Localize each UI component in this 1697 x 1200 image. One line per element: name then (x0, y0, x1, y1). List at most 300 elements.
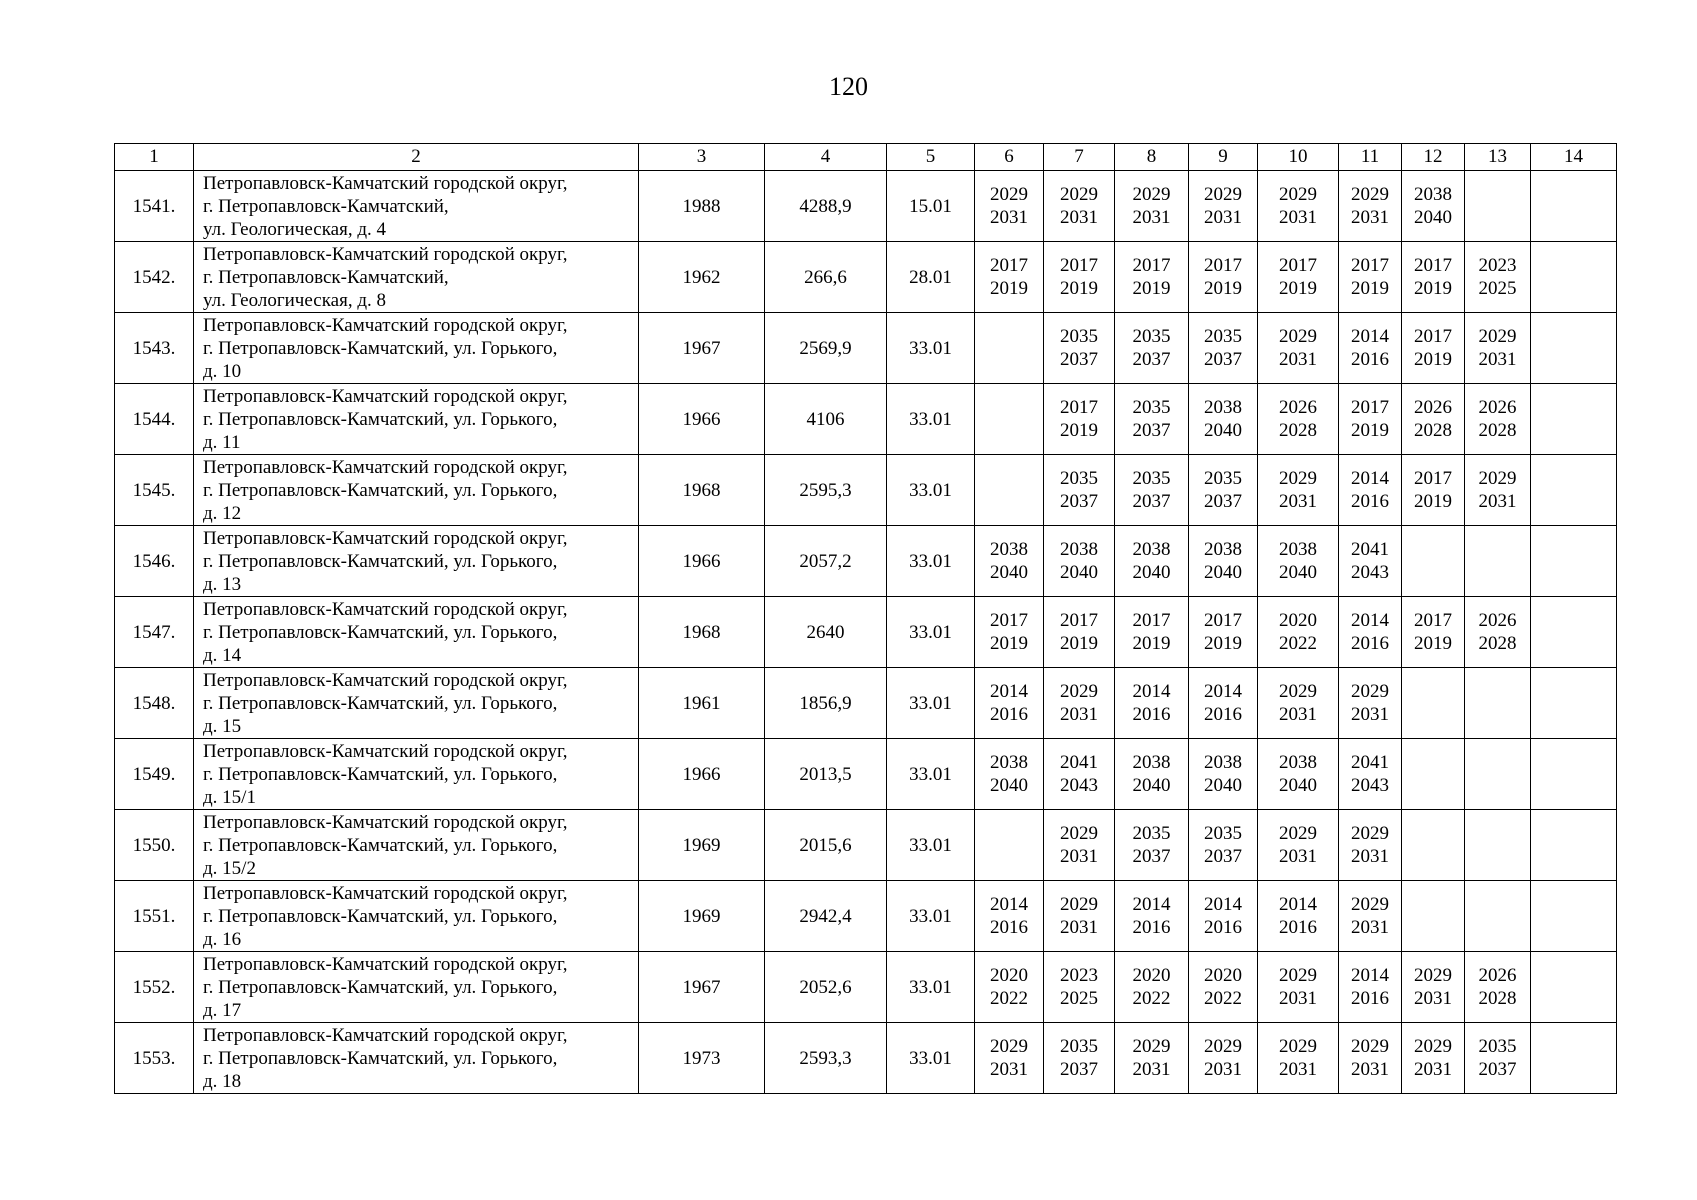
period-year: 2029 (1060, 894, 1098, 915)
row-number: 1547. (115, 597, 194, 668)
period-year: 2022 (1204, 988, 1242, 1009)
address-line: Петропавловск-Камчатский городской округ, (203, 172, 568, 194)
period-year: 2037 (1132, 491, 1171, 512)
period-year: 2029 (1060, 681, 1098, 702)
code-cell: 33.01 (887, 739, 975, 810)
period-cell (1044, 668, 1115, 739)
period-year: 2019 (990, 278, 1028, 299)
period-year: 2029 (1351, 894, 1389, 915)
period-year: 2016 (1279, 917, 1317, 938)
period-year: 2040 (1204, 420, 1242, 441)
area-cell: 2052,6 (765, 952, 887, 1023)
address-line: д. 13 (203, 573, 242, 595)
period-year: 2031 (1204, 207, 1242, 228)
period-year: 2029 (1132, 184, 1171, 205)
table-row (115, 668, 1617, 739)
table-row (115, 597, 1617, 668)
period-cell (975, 597, 1044, 668)
period-year: 2016 (990, 704, 1028, 725)
period-year: 2028 (1414, 420, 1452, 441)
code-cell: 33.01 (887, 313, 975, 384)
period-cell (1258, 597, 1339, 668)
column-header: 14 (1531, 144, 1617, 171)
period-cell (1115, 171, 1189, 242)
period-year: 2014 (1279, 894, 1317, 915)
period-year: 2037 (1060, 1059, 1098, 1080)
period-year: 2022 (1132, 988, 1171, 1009)
period-year: 2031 (1351, 207, 1389, 228)
column-header: 11 (1339, 144, 1402, 171)
period-year: 2017 (1414, 255, 1452, 276)
period-cell (1189, 668, 1258, 739)
period-cell (1044, 597, 1115, 668)
period-year: 2038 (1132, 752, 1171, 773)
period-cell (1044, 1023, 1115, 1094)
row-number: 1553. (115, 1023, 194, 1094)
period-cell (1258, 810, 1339, 881)
period-year: 2037 (1204, 491, 1242, 512)
table-row (115, 881, 1617, 952)
period-year: 2041 (1351, 539, 1389, 560)
period-year: 2026 (1414, 397, 1452, 418)
period-year: 2029 (1478, 468, 1517, 489)
period-cell (1339, 739, 1402, 810)
period-year: 2035 (1060, 1036, 1098, 1057)
address-line: д. 10 (203, 360, 242, 382)
period-cell (1402, 455, 1465, 526)
period-year: 2014 (1351, 468, 1389, 489)
period-year: 2038 (1414, 184, 1452, 205)
period-cell (1465, 313, 1531, 384)
period-year: 2017 (1351, 255, 1389, 276)
address-line: г. Петропавловск-Камчатский, (203, 266, 449, 288)
period-year: 2029 (1204, 1036, 1242, 1057)
period-year: 2035 (1132, 326, 1171, 347)
period-cell (1189, 313, 1258, 384)
period-year: 2017 (990, 610, 1028, 631)
address-line: ул. Геологическая, д. 4 (203, 218, 386, 240)
address-line: г. Петропавловск-Камчатский, ул. Горького, (203, 692, 558, 714)
period-year: 2038 (990, 539, 1028, 560)
period-year: 2040 (1204, 775, 1242, 796)
period-cell (975, 1023, 1044, 1094)
period-cell (1531, 952, 1617, 1023)
period-year: 2029 (1414, 965, 1452, 986)
area-cell: 1856,9 (765, 668, 887, 739)
period-year: 2031 (1279, 207, 1317, 228)
period-cell (1465, 171, 1531, 242)
period-year: 2029 (1478, 326, 1517, 347)
period-year: 2031 (1060, 846, 1098, 867)
period-year: 2041 (1060, 752, 1098, 773)
period-year: 2040 (1060, 562, 1098, 583)
address-line: Петропавловск-Камчатский городской округ, (203, 527, 568, 549)
period-year: 2037 (1204, 846, 1242, 867)
period-year: 2040 (1279, 775, 1317, 796)
address-line: г. Петропавловск-Камчатский, ул. Горького, (203, 1047, 558, 1069)
period-cell (1531, 739, 1617, 810)
address-line: Петропавловск-Камчатский городской округ, (203, 740, 568, 762)
table-row (115, 171, 1617, 242)
period-year: 2023 (1060, 965, 1098, 986)
period-year: 2019 (1060, 633, 1098, 654)
period-year: 2016 (1351, 633, 1389, 654)
address-line: Петропавловск-Камчатский городской округ, (203, 314, 568, 336)
period-year: 2029 (1351, 681, 1389, 702)
period-year: 2038 (1204, 752, 1242, 773)
period-year: 2031 (1060, 704, 1098, 725)
period-year: 2040 (1414, 207, 1452, 228)
address-line: ул. Геологическая, д. 8 (203, 289, 386, 311)
table-row (115, 810, 1617, 881)
period-year: 2019 (1351, 420, 1389, 441)
period-year: 2031 (1060, 917, 1098, 938)
period-year: 2029 (1060, 184, 1098, 205)
table-row (115, 1023, 1617, 1094)
column-header: 13 (1465, 144, 1531, 171)
period-year: 2016 (1132, 704, 1171, 725)
period-year: 2019 (1204, 278, 1242, 299)
code-cell: 15.01 (887, 171, 975, 242)
period-year: 2014 (1204, 681, 1242, 702)
period-year: 2022 (990, 988, 1028, 1009)
year-cell: 1966 (639, 384, 765, 455)
period-year: 2014 (1351, 965, 1389, 986)
column-header: 3 (639, 144, 765, 171)
period-year: 2014 (1132, 681, 1171, 702)
period-cell (1258, 881, 1339, 952)
period-year: 2019 (1414, 633, 1452, 654)
address-line: г. Петропавловск-Камчатский, ул. Горького, (203, 763, 558, 785)
period-year: 2028 (1478, 633, 1517, 654)
address-line: г. Петропавловск-Камчатский, (203, 195, 449, 217)
period-cell (975, 242, 1044, 313)
period-cell (1531, 597, 1617, 668)
period-cell (1258, 384, 1339, 455)
period-year: 2029 (1132, 1036, 1171, 1057)
period-year: 2017 (990, 255, 1028, 276)
period-year: 2040 (990, 562, 1028, 583)
year-cell: 1966 (639, 526, 765, 597)
period-cell (1044, 313, 1115, 384)
period-year: 2031 (1351, 704, 1389, 725)
period-year: 2031 (1132, 1059, 1171, 1080)
period-cell (1115, 384, 1189, 455)
period-cell (975, 668, 1044, 739)
period-cell (1044, 455, 1115, 526)
period-year: 2029 (1060, 823, 1098, 844)
period-year: 2025 (1478, 278, 1517, 299)
period-year: 2040 (1204, 562, 1242, 583)
period-cell (1115, 668, 1189, 739)
period-year: 2031 (1351, 1059, 1389, 1080)
period-cell (1044, 384, 1115, 455)
address-line: Петропавловск-Камчатский городской округ, (203, 882, 568, 904)
period-year: 2017 (1060, 610, 1098, 631)
period-cell (1531, 455, 1617, 526)
column-header: 12 (1402, 144, 1465, 171)
period-cell (975, 881, 1044, 952)
period-year: 2016 (1132, 917, 1171, 938)
row-number: 1546. (115, 526, 194, 597)
table-row (115, 313, 1617, 384)
address-line: г. Петропавловск-Камчатский, ул. Горького, (203, 550, 558, 572)
period-year: 2035 (1060, 468, 1098, 489)
period-year: 2031 (1204, 1059, 1242, 1080)
period-cell (1465, 455, 1531, 526)
period-year: 2019 (1414, 349, 1452, 370)
period-year: 2026 (1478, 965, 1517, 986)
period-year: 2022 (1279, 633, 1317, 654)
period-cell (1044, 810, 1115, 881)
column-header: 6 (975, 144, 1044, 171)
period-year: 2037 (1132, 349, 1171, 370)
period-cell (1465, 597, 1531, 668)
period-cell (1189, 881, 1258, 952)
period-cell (975, 384, 1044, 455)
area-cell: 2942,4 (765, 881, 887, 952)
period-cell (1339, 455, 1402, 526)
table-body (115, 171, 1617, 1094)
period-year: 2017 (1204, 610, 1242, 631)
period-year: 2040 (1132, 562, 1171, 583)
year-cell: 1962 (639, 242, 765, 313)
code-cell: 33.01 (887, 1023, 975, 1094)
year-cell: 1967 (639, 313, 765, 384)
period-year: 2017 (1204, 255, 1242, 276)
area-cell: 2057,2 (765, 526, 887, 597)
period-year: 2038 (990, 752, 1028, 773)
period-year: 2031 (1351, 846, 1389, 867)
column-header: 1 (115, 144, 194, 171)
row-number: 1552. (115, 952, 194, 1023)
period-cell (1044, 881, 1115, 952)
period-year: 2043 (1060, 775, 1098, 796)
period-cell (1258, 526, 1339, 597)
period-year: 2020 (1132, 965, 1171, 986)
period-year: 2017 (1279, 255, 1317, 276)
period-year: 2031 (1478, 491, 1517, 512)
period-cell (1531, 881, 1617, 952)
period-year: 2035 (1204, 468, 1242, 489)
address-cell (194, 952, 639, 1023)
period-cell (1115, 313, 1189, 384)
address-cell (194, 1023, 639, 1094)
code-cell: 33.01 (887, 952, 975, 1023)
period-year: 2023 (1478, 255, 1517, 276)
header-row (115, 144, 1617, 171)
address-line: Петропавловск-Камчатский городской округ, (203, 598, 568, 620)
period-year: 2028 (1478, 420, 1517, 441)
period-cell (1258, 455, 1339, 526)
period-cell (1531, 171, 1617, 242)
row-number: 1543. (115, 313, 194, 384)
period-cell (1339, 526, 1402, 597)
period-cell (1189, 171, 1258, 242)
period-year: 2035 (1132, 397, 1171, 418)
address-line: д. 15 (203, 715, 242, 737)
address-line: д. 11 (203, 431, 241, 453)
period-cell (1402, 810, 1465, 881)
period-year: 2031 (1414, 1059, 1452, 1080)
period-cell (975, 952, 1044, 1023)
period-cell (1465, 952, 1531, 1023)
period-cell (1258, 171, 1339, 242)
area-cell: 266,6 (765, 242, 887, 313)
year-cell: 1966 (639, 739, 765, 810)
period-cell (1531, 1023, 1617, 1094)
period-year: 2019 (1204, 633, 1242, 654)
address-cell (194, 384, 639, 455)
address-line: г. Петропавловск-Камчатский, ул. Горького, (203, 337, 558, 359)
period-year: 2029 (1279, 468, 1317, 489)
period-cell (1189, 384, 1258, 455)
year-cell: 1968 (639, 455, 765, 526)
period-year: 2031 (1279, 988, 1317, 1009)
area-cell: 2569,9 (765, 313, 887, 384)
period-year: 2043 (1351, 562, 1389, 583)
period-year: 2016 (1351, 988, 1389, 1009)
period-year: 2017 (1132, 255, 1171, 276)
period-year: 2019 (1132, 633, 1171, 654)
address-line: д. 14 (203, 644, 242, 666)
period-year: 2041 (1351, 752, 1389, 773)
address-line: г. Петропавловск-Камчатский, ул. Горького, (203, 408, 558, 430)
period-cell (1189, 739, 1258, 810)
period-cell (1044, 242, 1115, 313)
address-line: д. 17 (203, 999, 242, 1021)
period-cell (1402, 668, 1465, 739)
period-year: 2029 (1279, 681, 1317, 702)
address-line: г. Петропавловск-Камчатский, ул. Горького, (203, 621, 558, 643)
period-year: 2038 (1279, 752, 1317, 773)
row-number: 1548. (115, 668, 194, 739)
period-cell (1189, 1023, 1258, 1094)
period-year: 2040 (1279, 562, 1317, 583)
period-year: 2037 (1060, 349, 1098, 370)
address-cell (194, 171, 639, 242)
period-year: 2017 (1351, 397, 1389, 418)
period-year: 2029 (1279, 1036, 1317, 1057)
address-line: д. 15/2 (203, 857, 256, 879)
address-line: д. 16 (203, 928, 242, 950)
code-cell: 28.01 (887, 242, 975, 313)
period-cell (1402, 171, 1465, 242)
period-year: 2019 (1060, 278, 1098, 299)
code-cell: 33.01 (887, 668, 975, 739)
period-cell (1339, 384, 1402, 455)
period-cell (1258, 739, 1339, 810)
period-cell (1115, 952, 1189, 1023)
period-year: 2016 (1204, 704, 1242, 725)
address-line: Петропавловск-Камчатский городской округ, (203, 385, 568, 407)
housing-register-table (114, 143, 1617, 1094)
area-cell: 2013,5 (765, 739, 887, 810)
period-year: 2029 (990, 1036, 1028, 1057)
period-cell (975, 526, 1044, 597)
period-cell (1115, 526, 1189, 597)
row-number: 1545. (115, 455, 194, 526)
period-cell (1044, 952, 1115, 1023)
year-cell: 1968 (639, 597, 765, 668)
address-line: г. Петропавловск-Камчатский, ул. Горького, (203, 976, 558, 998)
address-line: Петропавловск-Камчатский городской округ, (203, 456, 568, 478)
area-cell: 4106 (765, 384, 887, 455)
period-year: 2031 (1060, 207, 1098, 228)
period-cell (1465, 526, 1531, 597)
period-year: 2019 (1279, 278, 1317, 299)
period-year: 2026 (1478, 610, 1517, 631)
period-year: 2029 (1204, 184, 1242, 205)
period-cell (1465, 384, 1531, 455)
period-year: 2029 (1279, 184, 1317, 205)
period-year: 2020 (1279, 610, 1317, 631)
period-cell (1339, 881, 1402, 952)
period-cell (1258, 242, 1339, 313)
year-cell: 1961 (639, 668, 765, 739)
address-cell (194, 810, 639, 881)
period-cell (1402, 597, 1465, 668)
code-cell: 33.01 (887, 881, 975, 952)
period-cell (1258, 952, 1339, 1023)
address-line: д. 18 (203, 1070, 242, 1092)
period-cell (1339, 242, 1402, 313)
period-cell (1115, 1023, 1189, 1094)
period-year: 2031 (1279, 1059, 1317, 1080)
period-cell (1531, 384, 1617, 455)
period-cell (1189, 455, 1258, 526)
address-cell (194, 455, 639, 526)
period-cell (1115, 242, 1189, 313)
period-cell (1044, 739, 1115, 810)
period-year: 2017 (1060, 397, 1098, 418)
period-year: 2038 (1060, 539, 1098, 560)
period-year: 2037 (1132, 846, 1171, 867)
period-cell (1402, 526, 1465, 597)
year-cell: 1973 (639, 1023, 765, 1094)
period-year: 2017 (1414, 610, 1452, 631)
column-header: 10 (1258, 144, 1339, 171)
period-year: 2035 (1478, 1036, 1517, 1057)
period-year: 2019 (1351, 278, 1389, 299)
period-year: 2031 (1478, 349, 1517, 370)
period-year: 2016 (1351, 491, 1389, 512)
period-cell (1465, 739, 1531, 810)
table-row (115, 455, 1617, 526)
period-year: 2037 (1478, 1059, 1517, 1080)
year-cell: 1988 (639, 171, 765, 242)
period-cell (975, 171, 1044, 242)
row-number: 1541. (115, 171, 194, 242)
column-header: 9 (1189, 144, 1258, 171)
period-year: 2031 (990, 1059, 1028, 1080)
period-year: 2026 (1478, 397, 1517, 418)
area-cell: 2595,3 (765, 455, 887, 526)
address-line: Петропавловск-Камчатский городской округ, (203, 1024, 568, 1046)
code-cell: 33.01 (887, 597, 975, 668)
period-cell (1465, 810, 1531, 881)
column-header: 8 (1115, 144, 1189, 171)
period-year: 2031 (1351, 917, 1389, 938)
period-year: 2029 (1351, 1036, 1389, 1057)
page-number: 120 (829, 72, 868, 101)
period-year: 2035 (1060, 326, 1098, 347)
period-year: 2038 (1204, 397, 1242, 418)
period-cell (1258, 668, 1339, 739)
period-cell (1531, 810, 1617, 881)
period-year: 2014 (1132, 894, 1171, 915)
period-cell (1339, 171, 1402, 242)
